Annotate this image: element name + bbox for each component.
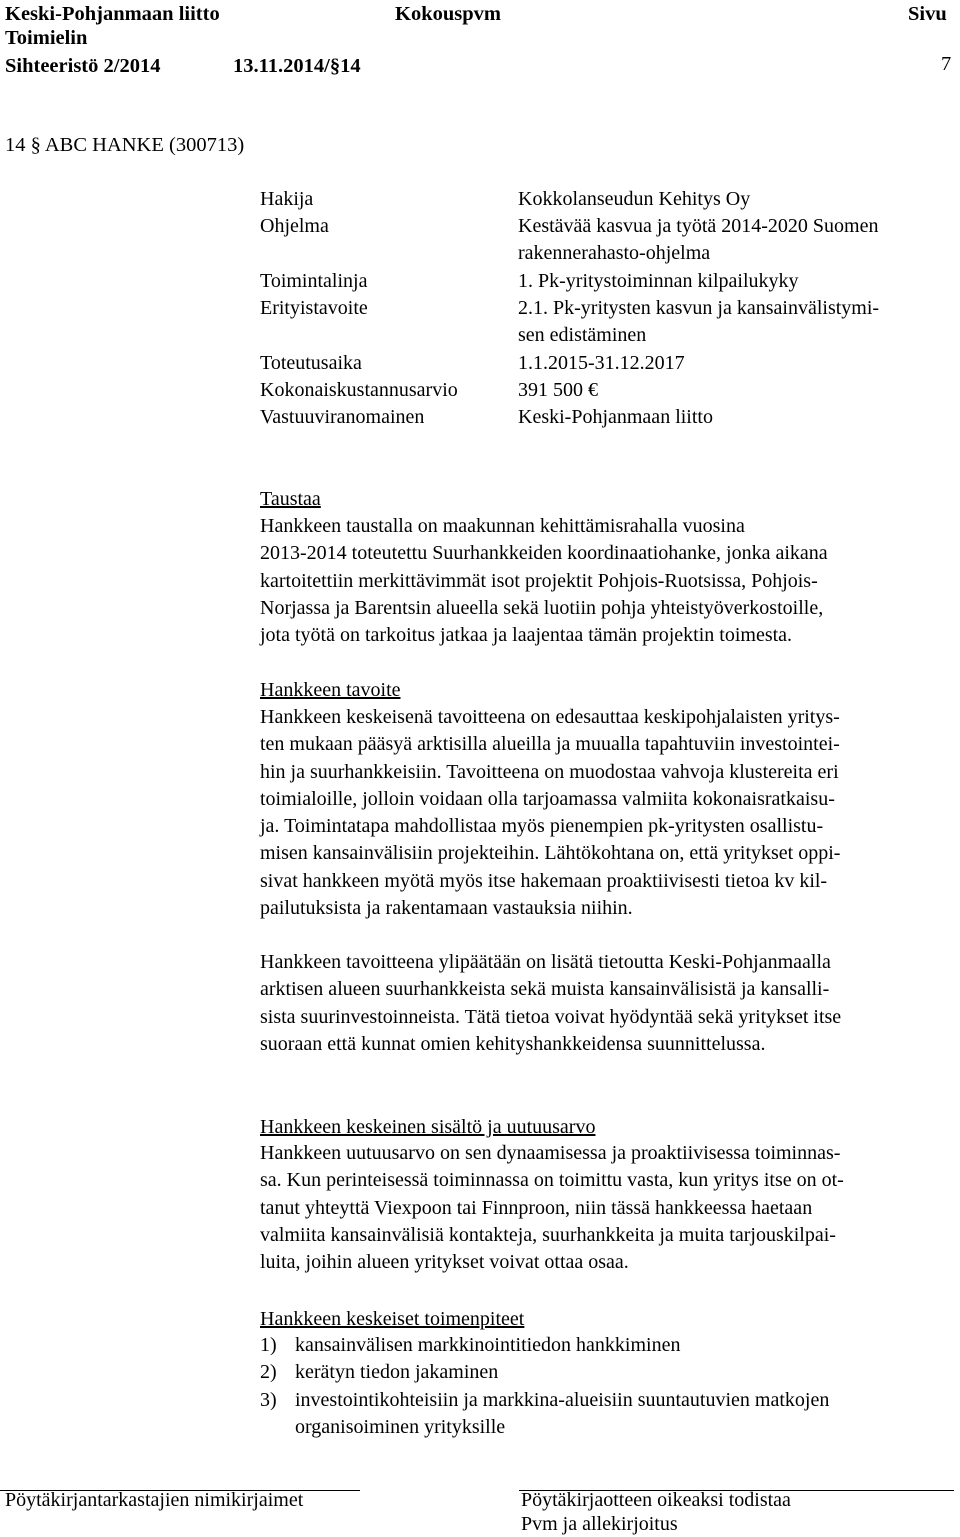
info-value-programme-line2: rakennerahasto-ohjelma xyxy=(518,242,711,264)
info-label: Erityistavoite xyxy=(260,297,368,319)
info-label: Ohjelma xyxy=(260,215,329,237)
info-value-priority-axis: 1. Pk-yritystoiminnan kilpailukyky xyxy=(518,270,799,292)
objective-heading: Hankkeen tavoite xyxy=(260,679,401,701)
info-label: Kokonaiskustannusarvio xyxy=(260,379,458,401)
list-item-number: 2) xyxy=(260,1361,277,1384)
text-line: jota työtä on tarkoitus jatkaa ja laajentaa tämän projektin toimesta. xyxy=(260,624,793,646)
info-value-specific-objective-line2: sen edistäminen xyxy=(518,324,647,346)
info-value-total-budget: 391 500 € xyxy=(518,379,598,401)
footer-initials-label: Pöytäkirjantarkastajien nimikirjaimet xyxy=(5,1489,304,1511)
list-item-number: 3) xyxy=(260,1388,277,1411)
key-actions-list xyxy=(260,1332,950,1441)
text-line: hin ja suurhankkeisiin. Tavoitteena on muodostaa vahvoja klustereita eri xyxy=(260,760,839,783)
list-item-text: organisoiminen yrityksille xyxy=(295,1415,506,1438)
info-label: Toimintalinja xyxy=(260,270,368,292)
text-line: Norjassa ja Barentsin alueella sekä luotiin pohja yhteistyöverkostoille, xyxy=(260,596,824,619)
footer-certification-label: Pöytäkirjaotteen oikeaksi todistaa xyxy=(521,1489,791,1511)
text-line: Hankkeen tavoitteena ylipäätään on lisätä tietoutta Keski-Pohjanmaalla xyxy=(260,951,831,973)
list-item-text: investointikohteisiin ja markkina-alueisiin suuntautuvien matkojen xyxy=(295,1388,830,1411)
text-line: luita, joihin alueen yritykset voivat ottaa osaa. xyxy=(260,1251,629,1273)
background-paragraph xyxy=(260,513,950,649)
header-body-value: Sihteeristö 2/2014 xyxy=(5,55,161,77)
list-item-number: 1) xyxy=(260,1334,277,1356)
info-value-authority: Keski-Pohjanmaan liitto xyxy=(518,406,713,428)
header-body-label: Toimielin xyxy=(5,27,88,49)
key-actions-heading: Hankkeen keskeiset toimenpiteet xyxy=(260,1308,525,1330)
header-meeting-date-label: Kokouspvm xyxy=(395,3,501,25)
list-item-continuation xyxy=(260,1414,950,1441)
info-label: Hakija xyxy=(260,188,314,210)
text-line: pailutuksista ja rakentamaan vastauksia niihin. xyxy=(260,896,633,919)
text-line: Hankkeen taustalla on maakunnan kehittämisrahalla vuosina xyxy=(260,515,745,537)
text-line: arktisen alueen suurhankkeista sekä muista kansainvälisistä ja kansalli- xyxy=(260,978,830,1001)
objective-paragraph-2 xyxy=(260,949,950,1058)
background-heading: Taustaa xyxy=(260,488,321,510)
info-value-duration: 1.1.2015-31.12.2017 xyxy=(518,352,685,374)
info-label: Vastuuviranomainen xyxy=(260,406,425,428)
section-title: 14 § ABC HANKE (300713) xyxy=(5,134,245,156)
text-line: suoraan että kunnat omien kehityshankkeidensa suunnittelussa. xyxy=(260,1032,766,1055)
text-line: toimialoille, jolloin voidaan olla tarjoamassa valmiita kokonaisratkaisu- xyxy=(260,787,835,810)
list-item xyxy=(260,1359,950,1386)
text-line: sista suurinvestoinneista. Tätä tietoa voivat hyödyntää sekä yritykset itse xyxy=(260,1005,842,1028)
list-item xyxy=(260,1332,950,1359)
list-item-text: kansainvälisen markkinointitiedon hankkiminen xyxy=(295,1334,681,1356)
text-line: kartoitettiin merkittävimmät isot projektit Pohjois-Ruotsissa, Pohjois- xyxy=(260,569,818,592)
objective-paragraph xyxy=(260,704,950,922)
text-line: ten mukaan pääsyä arktisilla alueilla ja muualla tapahtuviin investointei- xyxy=(260,733,840,756)
list-item xyxy=(260,1387,950,1414)
core-content-paragraph xyxy=(260,1140,950,1276)
header-date-paragraph: 13.11.2014/§14 xyxy=(233,55,361,77)
footer-signature-label: Pvm ja allekirjoitus xyxy=(521,1513,678,1535)
info-value-specific-objective-line1: 2.1. Pk-yritysten kasvun ja kansainvälistymi- xyxy=(518,297,880,319)
header-organisation: Keski-Pohjanmaan liitto xyxy=(5,3,220,25)
text-line: Hankkeen uutuusarvo on sen dynaamisessa ja proaktiivisessa toiminnas- xyxy=(260,1142,841,1164)
text-line: misen kansainvälisiin projekteihin. Lähtökohtana on, että yritykset oppi- xyxy=(260,842,841,865)
text-line: tanut yhteyttä Viexpoon tai Finnproon, niin tässä hankkeessa haetaan xyxy=(260,1196,813,1219)
info-label: Toteutusaika xyxy=(260,352,362,374)
text-line: sa. Kun perinteisessä toiminnassa on toimittu vasta, kun yritys itse on ot- xyxy=(260,1169,844,1192)
page-number: 7 xyxy=(941,53,952,75)
text-line: 2013-2014 toteutettu Suurhankkeiden koordinaatiohanke, jonka aikana xyxy=(260,542,828,565)
list-item-text: kerätyn tiedon jakaminen xyxy=(295,1361,499,1384)
text-line: valmiita kansainvälisiä kontakteja, suurhankkeita ja muita tarjouskilpai- xyxy=(260,1223,836,1246)
info-value-programme-line1: Kestävää kasvua ja työtä 2014-2020 Suomen xyxy=(518,215,879,237)
header-page-label: Sivu xyxy=(908,3,947,25)
text-line: ja. Toimintatapa mahdollistaa myös pienempien pk-yritysten osallistu- xyxy=(260,815,824,837)
core-content-heading: Hankkeen keskeinen sisältö ja uutuusarvo xyxy=(260,1116,596,1138)
text-line: Hankkeen keskeisenä tavoitteena on edesauttaa keskipohjalaisten yritys- xyxy=(260,706,840,728)
info-value-applicant: Kokkolanseudun Kehitys Oy xyxy=(518,188,751,210)
text-line: sivat hankkeen myötä myös itse hakemaan proaktiivisesti tietoa kv kil- xyxy=(260,869,828,892)
